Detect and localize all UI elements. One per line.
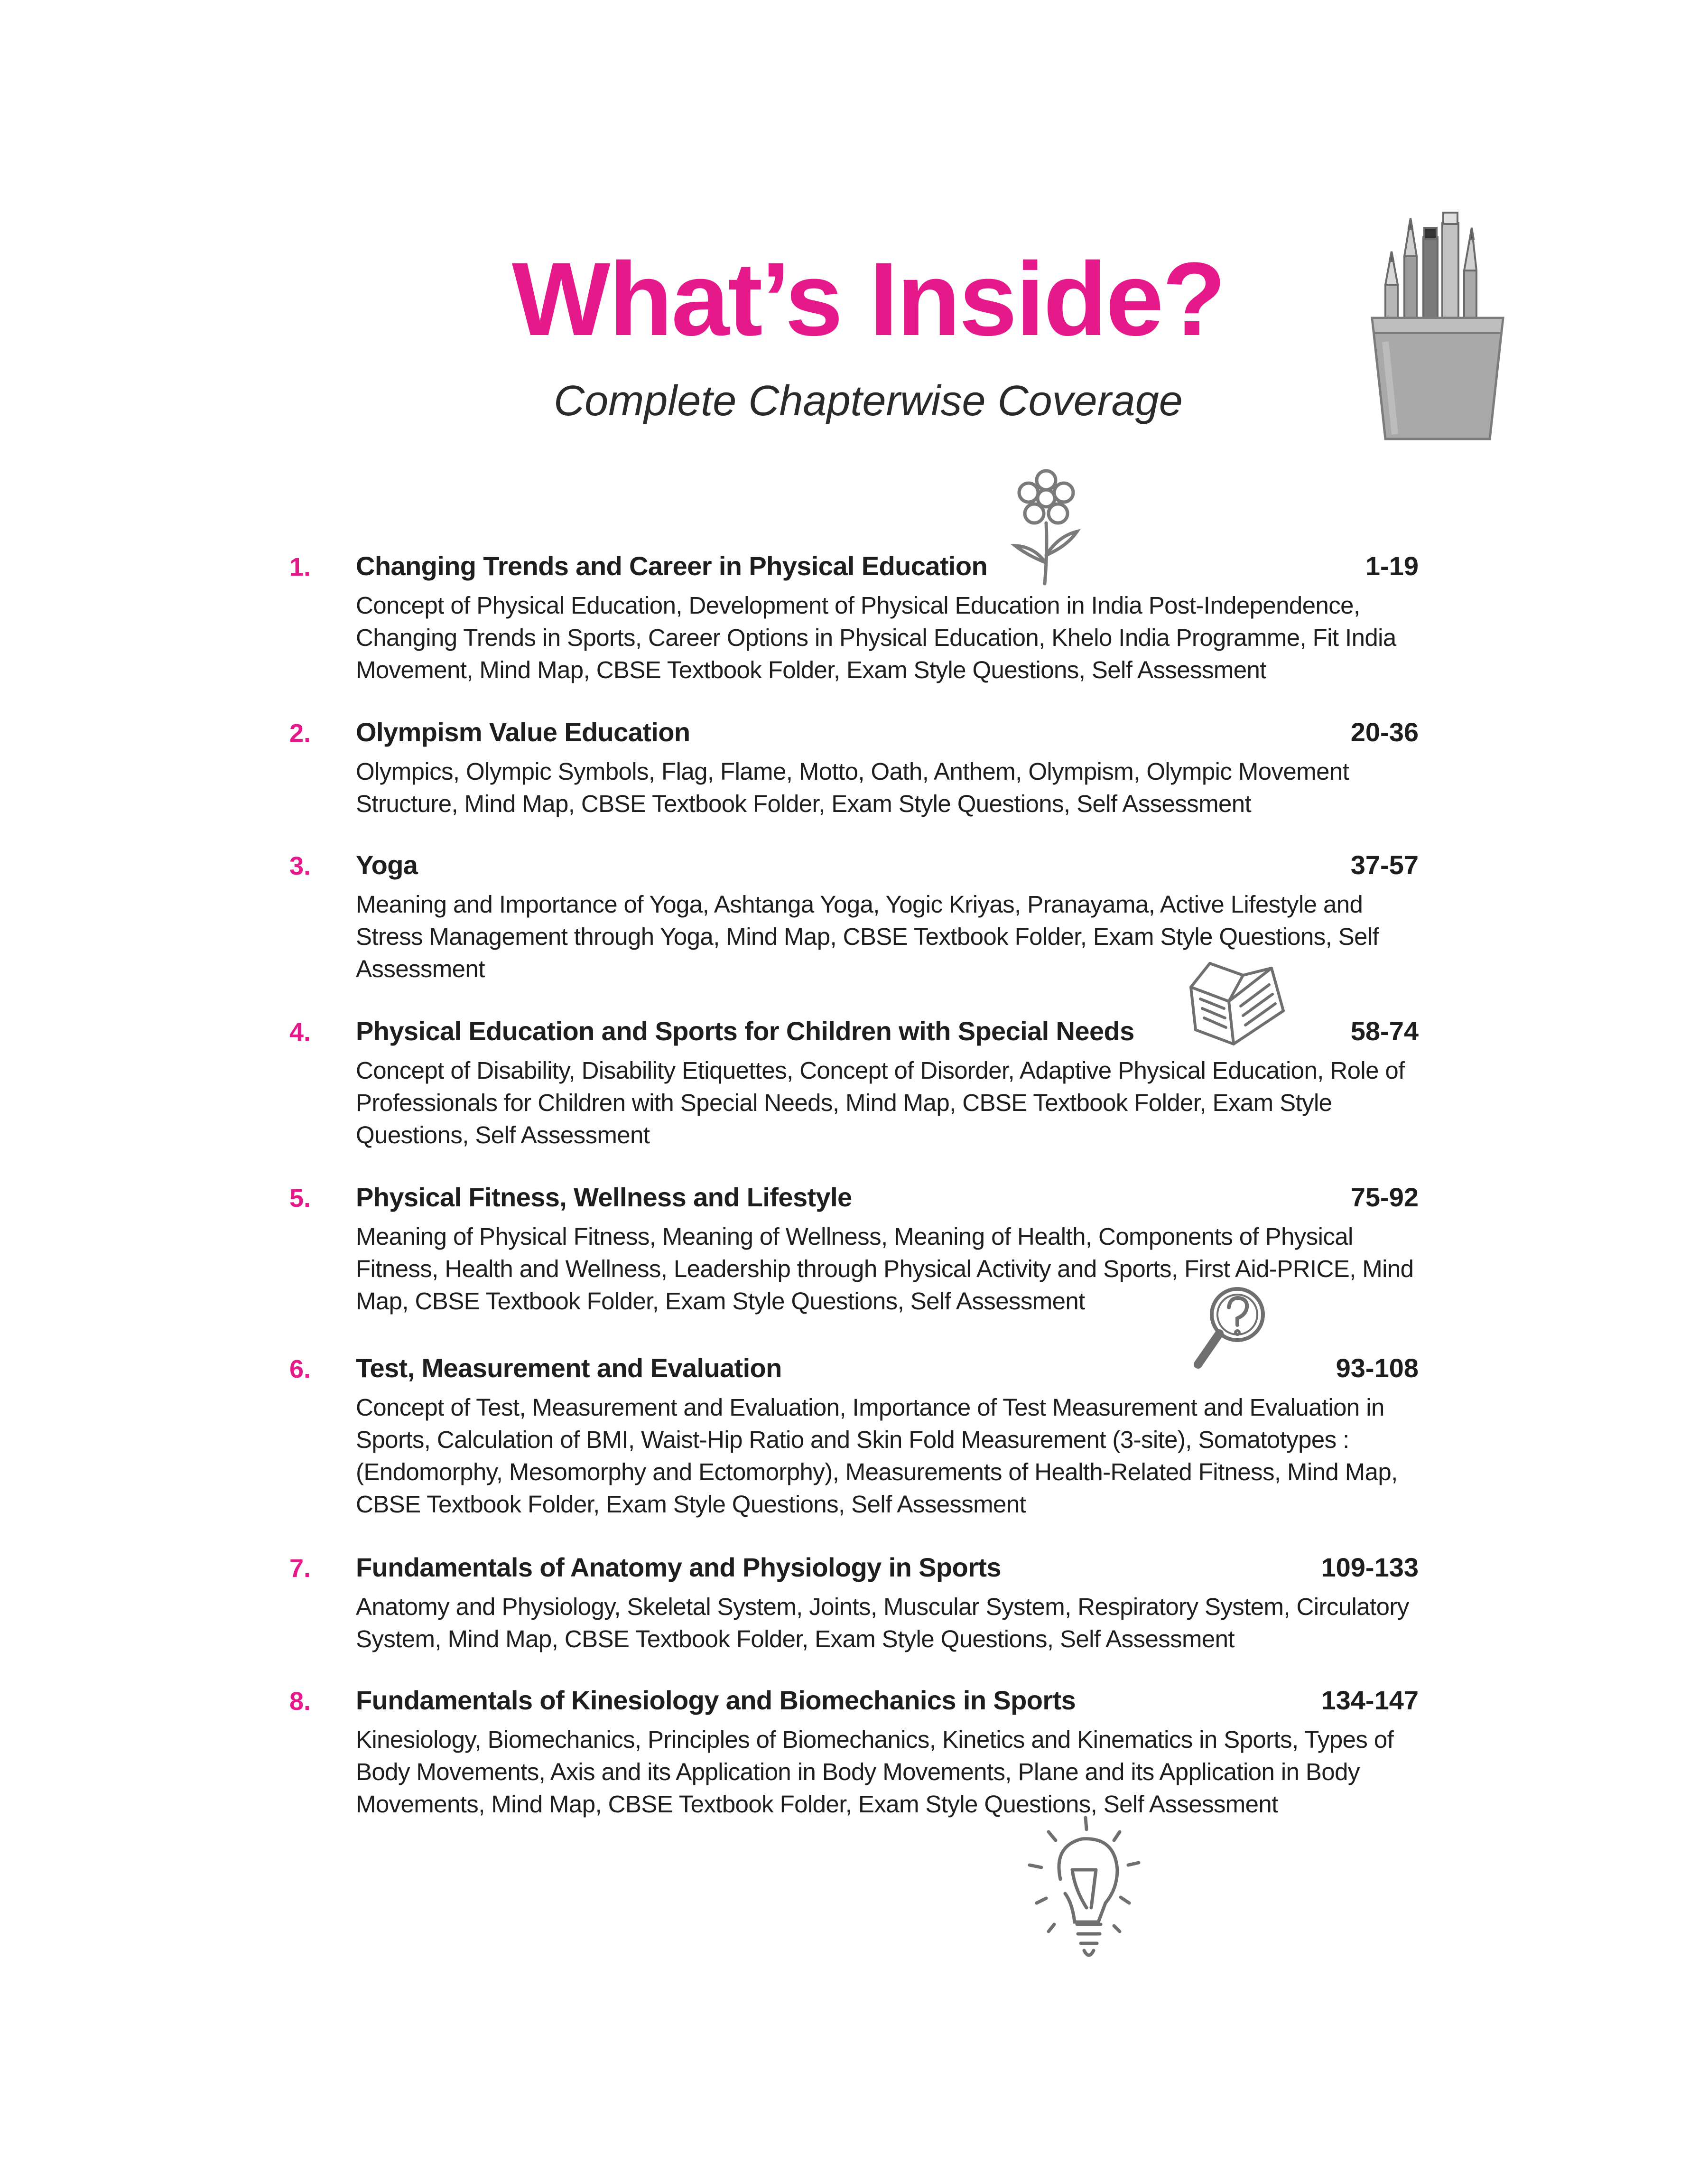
chapter-topics: Meaning of Physical Fitness, Meaning of Wellness, Meaning of Health, Components of Physical Fitness, Health and Wellness, Leadership through Physical Activity and Sports, First Aid-PRICE, Mind Map, CBSE Textbook Folder, Exam Style Questions, Self Assessment — [356, 1223, 1414, 1315]
chapter-entry-2[interactable] — [289, 717, 1419, 849]
chapter-title[interactable]: Olympism Value Education — [356, 717, 690, 747]
chapter-number: 5. — [289, 1184, 311, 1213]
chapter-pages: 58-74 — [1350, 1016, 1419, 1046]
chapter-entry-3[interactable] — [289, 849, 1419, 1016]
chapter-number: 4. — [289, 1018, 311, 1046]
chapter-number: 2. — [289, 719, 311, 747]
chapter-entry-4[interactable] — [289, 1016, 1419, 1182]
chapter-title[interactable]: Changing Trends and Career in Physical Education — [356, 551, 988, 581]
chapter-title[interactable]: Fundamentals of Kinesiology and Biomechanics in Sports — [356, 1685, 1076, 1715]
table-of-contents — [289, 550, 1419, 1851]
chapter-title[interactable]: Test, Measurement and Evaluation — [356, 1353, 782, 1383]
chapter-entry-1[interactable] — [289, 550, 1419, 717]
chapter-pages: 1-19 — [1365, 551, 1419, 581]
chapter-pages: 93-108 — [1336, 1353, 1419, 1383]
chapter-number: 8. — [289, 1687, 311, 1716]
chapter-topics: Anatomy and Physiology, Skeletal System, Joints, Muscular System, Respiratory System, Circulatory System, Mind Map, CBSE Textbook Folder, Exam Style Questions, Self Assessment — [356, 1593, 1409, 1652]
chapter-topics: Meaning and Importance of Yoga, Ashtanga Yoga, Yogic Kriyas, Pranayama, Active Lifestyle and Stress Management through Yoga, Mind Map, CBSE Textbook Folder, Exam Style Questions, Self Assessment — [356, 891, 1379, 982]
chapter-entry-7[interactable] — [289, 1552, 1419, 1685]
chapter-number: 6. — [289, 1355, 311, 1383]
page-title: What’s Inside? — [511, 241, 1225, 357]
chapter-topics: Concept of Test, Measurement and Evaluation, Importance of Test Measurement and Evaluation in Sports, Calculation of BMI, Waist-Hip Ratio and Skin Fold Measurement (3-site), Somatotypes : (Endomorphy, Mesomorphy and Ectomorphy), Measurements of Health-Related Fitness, Mind Map, CBSE Textbook Folder, Exam Style Questions, Self Assessment — [356, 1394, 1398, 1518]
chapter-pages: 20-36 — [1350, 717, 1419, 747]
chapter-entry-5[interactable] — [289, 1182, 1419, 1353]
chapter-title[interactable]: Yoga — [356, 850, 418, 880]
chapter-topics: Kinesiology, Biomechanics, Principles of Biomechanics, Kinetics and Kinematics in Sports, Types of Body Movements, Axis and its Application in Body Movements, Plane and its Application in Body Movements, Mind Map, CBSE Textbook Folder, Exam Style Questions, Self Assessment — [356, 1726, 1394, 1818]
chapter-topics: Concept of Physical Education, Development of Physical Education in India Post-Independence, Changing Trends in Sports, Career Options in Physical Education, Khelo India Programme, Fit India Movement, Mind Map, CBSE Textbook Folder, Exam Style Questions, Self Assessment — [356, 592, 1396, 683]
chapter-number: 3. — [289, 852, 311, 880]
chapter-title[interactable]: Physical Fitness, Wellness and Lifestyle — [356, 1182, 852, 1212]
chapter-title[interactable]: Physical Education and Sports for Children with Special Needs — [356, 1016, 1134, 1046]
chapter-number: 1. — [289, 553, 311, 581]
chapter-pages: 75-92 — [1350, 1182, 1419, 1212]
chapter-topics: Olympics, Olympic Symbols, Flag, Flame, Motto, Oath, Anthem, Olympism, Olympic Movement Structure, Mind Map, CBSE Textbook Folder, Exam Style Questions, Self Assessment — [356, 758, 1349, 817]
chapter-entry-6[interactable] — [289, 1353, 1419, 1552]
chapter-pages: 134-147 — [1321, 1685, 1419, 1715]
chapter-title[interactable]: Fundamentals of Anatomy and Physiology in Sports — [356, 1552, 1001, 1582]
chapter-number: 7. — [289, 1554, 311, 1583]
page-subtitle: Complete Chapterwise Coverage — [554, 377, 1183, 425]
chapter-entry-8[interactable] — [289, 1685, 1419, 1851]
chapter-pages: 37-57 — [1350, 850, 1419, 880]
chapter-pages: 109-133 — [1321, 1552, 1419, 1582]
pencil-cup-icon — [1366, 199, 1509, 446]
chapter-topics: Concept of Disability, Disability Etiquettes, Concept of Disorder, Adaptive Physical Education, Role of Professionals for Children with Special Needs, Mind Map, CBSE Textbook Folder, Exam Style Questions, Self Assessment — [356, 1057, 1405, 1148]
